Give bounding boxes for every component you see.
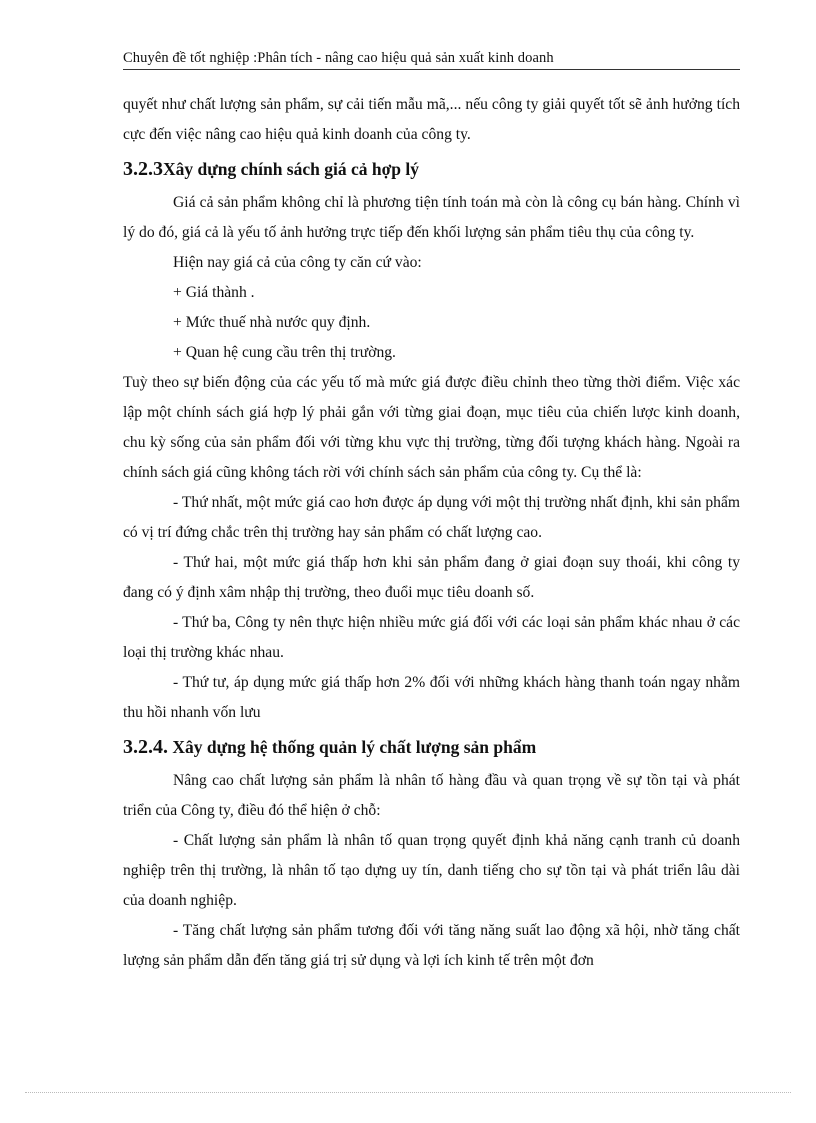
list-item: + Giá thành .: [173, 284, 255, 301]
list-item: - Thứ tư, áp dụng mức giá thấp hơn 2% đối với những khách hàng thanh toán ngay nhằm thu hồi nhanh vốn lưu: [123, 674, 740, 721]
section-title: Xây dựng chính sách giá cả hợp lý: [163, 159, 420, 179]
paragraph: Giá cả sản phẩm không chỉ là phương tiện tính toán mà còn là công cụ bán hàng. Chính vì lý do đó, giá cả là yếu tố ảnh hưởng trực tiếp đến khối lượng sản phẩm tiêu thụ của công ty.: [123, 194, 740, 241]
page-body: [123, 90, 740, 976]
list-item: - Thứ ba, Công ty nên thực hiện nhiều mức giá đối với các loại sản phẩm khác nhau ở các loại thị trường khác nhau.: [123, 614, 740, 661]
section-heading-3-2-4: [123, 728, 740, 766]
footer-divider: [25, 1092, 791, 1093]
list-item: + Quan hệ cung cầu trên thị trường.: [173, 344, 396, 361]
paragraph: Hiện nay giá cả của công ty căn cứ vào:: [173, 254, 422, 271]
list-item: - Thứ nhất, một mức giá cao hơn được áp dụng với một thị trường nhất định, khi sản phẩm có vị trí đứng chắc trên thị trường hay sản phẩm có chất lượng cao.: [123, 494, 740, 541]
section-title: Xây dựng hệ thống quản lý chất lượng sản phẩm: [168, 737, 537, 757]
section-heading-3-2-3: [123, 150, 740, 188]
running-header: Chuyên đề tốt nghiệp :Phân tích - nâng cao hiệu quả sản xuất kinh doanh: [123, 50, 554, 66]
section-number: 3.2.3: [123, 158, 163, 180]
section-number: 3.2.4.: [123, 736, 168, 758]
list-item: - Chất lượng sản phẩm là nhân tố quan trọng quyết định khả năng cạnh tranh củ doanh nghiệp trên thị trường, là nhân tố tạo dựng uy tín, danh tiếng cho sự tồn tại và phát triển lâu dài của doanh nghiệp.: [123, 832, 740, 909]
paragraph: Nâng cao chất lượng sản phẩm là nhân tố hàng đầu và quan trọng về sự tồn tại và phát triển của Công ty, điều đó thể hiện ở chỗ:: [123, 772, 740, 819]
paragraph: Tuỳ theo sự biến động của các yếu tố mà mức giá được điều chỉnh theo từng thời điểm. Việc xác lập một chính sách giá hợp lý phải gắn với từng giai đoạn, mục tiêu của chiến lược kinh doanh, chu kỳ sống của sản phẩm đối với từng khu vực thị trường, từng đối tượng khách hàng. Ngoài ra chính sách giá cũng không tách rời với chính sách sản phẩm của công ty. Cụ thể là:: [123, 374, 740, 481]
list-item: - Tăng chất lượng sản phẩm tương đối với tăng năng suất lao động xã hội, nhờ tăng chất lượng sản phẩm dẫn đến tăng giá trị sử dụng và lợi ích kinh tế trên một đơn: [123, 922, 740, 969]
list-item: + Mức thuế nhà nước quy định.: [173, 314, 371, 331]
list-item: - Thứ hai, một mức giá thấp hơn khi sản phẩm đang ở giai đoạn suy thoái, khi công ty đang có ý định xâm nhập thị trường, theo đuổi mục tiêu doanh số.: [123, 554, 740, 601]
header-divider: [123, 69, 740, 70]
intro-paragraph: quyết như chất lượng sản phẩm, sự cải tiến mẫu mã,... nếu công ty giải quyết tốt sẽ ảnh hưởng tích cực đến việc nâng cao hiệu quả kinh doanh của công ty.: [123, 96, 740, 143]
